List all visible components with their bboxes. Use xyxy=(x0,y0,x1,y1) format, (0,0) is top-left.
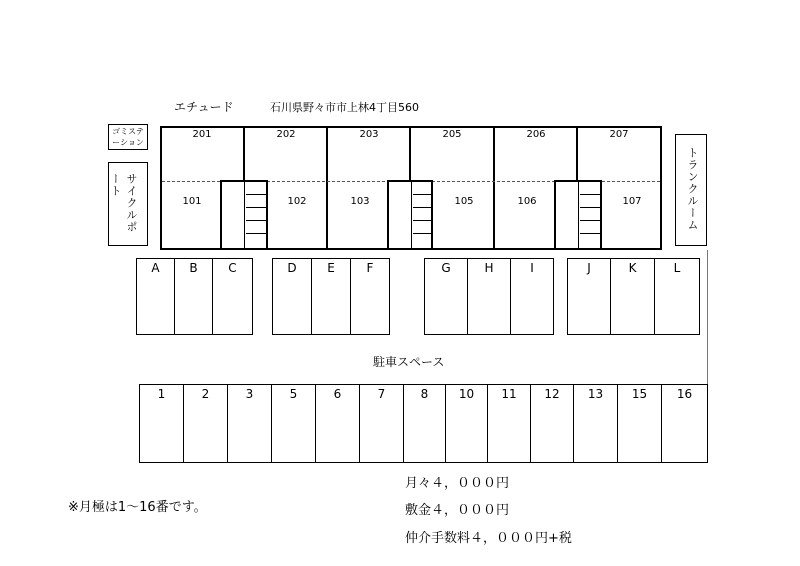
monthly-fee: 月々４，０００円 xyxy=(405,476,510,491)
parking-space-letter: J xyxy=(567,258,611,335)
parking-space-letter: I xyxy=(510,258,554,335)
parking-area-label: 駐車スペース xyxy=(373,355,445,369)
staircase-1 xyxy=(220,180,268,250)
parking-space-number: 16 xyxy=(661,384,708,463)
parking-space-number: 12 xyxy=(530,384,574,463)
parking-space-number: 7 xyxy=(359,384,404,463)
garbage-station-label-1: ゴミステ xyxy=(112,127,144,136)
brokerage-fee: 仲介手数料４，０００円+税 xyxy=(405,531,572,546)
parking-space-letter: L xyxy=(654,258,700,335)
garbage-station-box xyxy=(108,124,148,150)
parking-space-number: 8 xyxy=(403,384,446,463)
unit-label-upper: 203 xyxy=(359,129,379,140)
parking-space-number: 2 xyxy=(183,384,228,463)
trunk-room-box xyxy=(675,134,707,246)
unit-label-lower: 102 xyxy=(287,196,307,207)
building-name: エチュード xyxy=(174,100,234,114)
parking-space-number: 11 xyxy=(487,384,531,463)
parking-space-letter: F xyxy=(350,258,390,335)
unit-label-upper: 206 xyxy=(526,129,546,140)
unit-label-lower: 101 xyxy=(182,196,202,207)
parking-space-letter: C xyxy=(212,258,253,335)
cycle-port-label: サイクルポート xyxy=(109,173,138,233)
unit-label-lower: 106 xyxy=(517,196,537,207)
unit-label-lower: 105 xyxy=(454,196,474,207)
trunk-room-label: トランクルーム xyxy=(686,147,699,231)
staircase-3 xyxy=(554,180,602,250)
unit-divider xyxy=(493,126,495,250)
unit-divider xyxy=(326,126,328,250)
address: 石川県野々市市上林4丁目560 xyxy=(270,101,419,114)
parking-space-letter: E xyxy=(311,258,351,335)
parking-space-letter: A xyxy=(136,258,175,335)
parking-space-number: 3 xyxy=(227,384,272,463)
parking-space-number: 10 xyxy=(445,384,488,463)
parking-space-letter: D xyxy=(272,258,312,335)
garbage-station-label-2: ーション xyxy=(112,138,144,147)
unit-label-upper: 202 xyxy=(276,129,296,140)
deposit: 敷金４，０００円 xyxy=(405,503,510,518)
parking-space-number: 5 xyxy=(271,384,316,463)
parking-space-number: 1 xyxy=(139,384,184,463)
parking-space-letter: K xyxy=(610,258,655,335)
monthly-parking-note: ※月極は1～16番です。 xyxy=(68,500,207,515)
unit-label-upper: 205 xyxy=(442,129,462,140)
staircase-2 xyxy=(387,180,433,250)
parking-space-letter: B xyxy=(174,258,213,335)
parking-space-number: 6 xyxy=(315,384,360,463)
unit-label-upper: 201 xyxy=(192,129,212,140)
cycle-port-box xyxy=(108,162,148,246)
parking-space-letter: G xyxy=(424,258,468,335)
unit-label-lower: 103 xyxy=(350,196,370,207)
parking-space-number: 15 xyxy=(617,384,662,463)
unit-label-lower: 107 xyxy=(622,196,642,207)
parking-space-letter: H xyxy=(467,258,511,335)
unit-label-upper: 207 xyxy=(609,129,629,140)
parking-space-number: 13 xyxy=(573,384,618,463)
